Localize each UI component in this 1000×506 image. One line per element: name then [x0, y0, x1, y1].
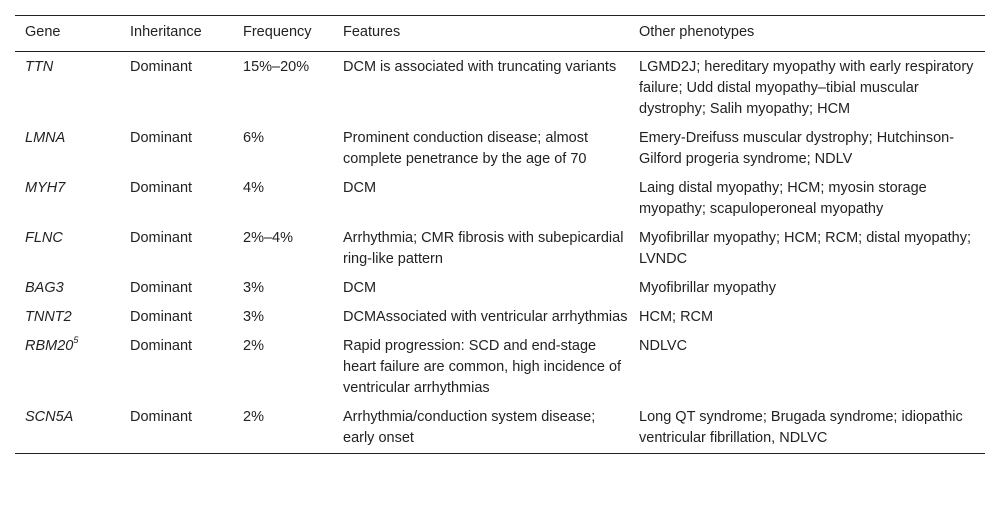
gene-name: RBM20	[25, 338, 74, 354]
gene-name: BAG3	[25, 280, 64, 296]
header-gene: Gene	[25, 24, 61, 40]
cell-gene	[15, 403, 120, 454]
table-container	[15, 15, 985, 454]
table-row	[15, 274, 985, 303]
table-row	[15, 332, 985, 403]
cell-other-phenotypes: Long QT syndrome; Brugada syndrome; idiopathic ventricular fibrillation, NDLVC	[639, 409, 963, 446]
cell-inheritance: Dominant	[130, 280, 193, 296]
header-frequency: Frequency	[243, 24, 312, 40]
header-inheritance: Inheritance	[130, 24, 202, 40]
table-row	[15, 174, 985, 224]
gene-name: SCN5A	[25, 409, 74, 425]
gene-name: TNNT2	[25, 309, 72, 325]
cell-inheritance: Dominant	[130, 180, 193, 196]
cell-frequency: 3%	[243, 309, 264, 325]
cell-frequency: 6%	[243, 130, 264, 146]
table-row	[15, 403, 985, 454]
cell-frequency: 2%–4%	[243, 230, 293, 246]
cell-gene	[15, 224, 120, 274]
cell-features: Arrhythmia/conduction system disease; early onset	[343, 409, 596, 446]
cell-inheritance: Dominant	[130, 309, 193, 325]
table-row	[15, 303, 985, 332]
gene-name: LMNA	[25, 130, 66, 146]
cell-features: Arrhythmia; CMR fibrosis with subepicardial ring-like pattern	[343, 230, 624, 267]
cell-gene	[15, 332, 120, 403]
cell-frequency: 2%	[243, 338, 264, 354]
cell-other-phenotypes: Myofibrillar myopathy	[639, 280, 776, 296]
cell-gene	[15, 52, 120, 125]
cell-gene	[15, 174, 120, 224]
header-other-phenotypes: Other phenotypes	[639, 24, 755, 40]
cell-frequency: 15%–20%	[243, 59, 310, 75]
table-body	[15, 52, 985, 454]
cell-other-phenotypes: Myofibrillar myopathy; HCM; RCM; distal myopathy; LVNDC	[639, 230, 971, 267]
cell-features: Prominent conduction disease; almost complete penetrance by the age of 70	[343, 130, 589, 167]
cell-gene	[15, 274, 120, 303]
gene-name: FLNC	[25, 230, 63, 246]
cell-other-phenotypes: Laing distal myopathy; HCM; myosin storage myopathy; scapuloperoneal myopathy	[639, 180, 927, 217]
cell-other-phenotypes: LGMD2J; hereditary myopathy with early respiratory failure; Udd distal myopathy–tibial muscular dystrophy; Salih myopathy; HCM	[639, 59, 974, 117]
cell-other-phenotypes: Emery-Dreifuss muscular dystrophy; Hutchinson-Gilford progeria syndrome; NDLV	[639, 130, 955, 167]
header-features: Features	[343, 24, 401, 40]
cell-frequency: 4%	[243, 180, 264, 196]
cell-other-phenotypes: NDLVC	[639, 338, 688, 354]
table-row	[15, 52, 985, 125]
reference-superscript: 5	[73, 335, 79, 346]
cell-features: Rapid progression: SCD and end-stage heart failure are common, high incidence of ventricular arrhythmias	[343, 338, 622, 396]
cell-inheritance: Dominant	[130, 59, 193, 75]
table-row	[15, 124, 985, 174]
cell-inheritance: Dominant	[130, 338, 193, 354]
header-row	[15, 16, 985, 52]
gene-name: MYH7	[25, 180, 66, 196]
cell-gene	[15, 124, 120, 174]
cell-inheritance: Dominant	[130, 409, 193, 425]
cell-other-phenotypes: HCM; RCM	[639, 309, 714, 325]
cell-frequency: 3%	[243, 280, 264, 296]
cell-inheritance: Dominant	[130, 230, 193, 246]
cell-features: DCM	[343, 180, 377, 196]
table-row	[15, 224, 985, 274]
cell-inheritance: Dominant	[130, 130, 193, 146]
gene-table	[15, 15, 985, 454]
cell-features: DCM	[343, 280, 377, 296]
cell-features: DCM is associated with truncating variants	[343, 59, 617, 75]
table-header	[15, 16, 985, 52]
cell-gene	[15, 303, 120, 332]
cell-features: DCMAssociated with ventricular arrhythmias	[343, 309, 628, 325]
gene-name: TTN	[25, 59, 54, 75]
cell-frequency: 2%	[243, 409, 264, 425]
